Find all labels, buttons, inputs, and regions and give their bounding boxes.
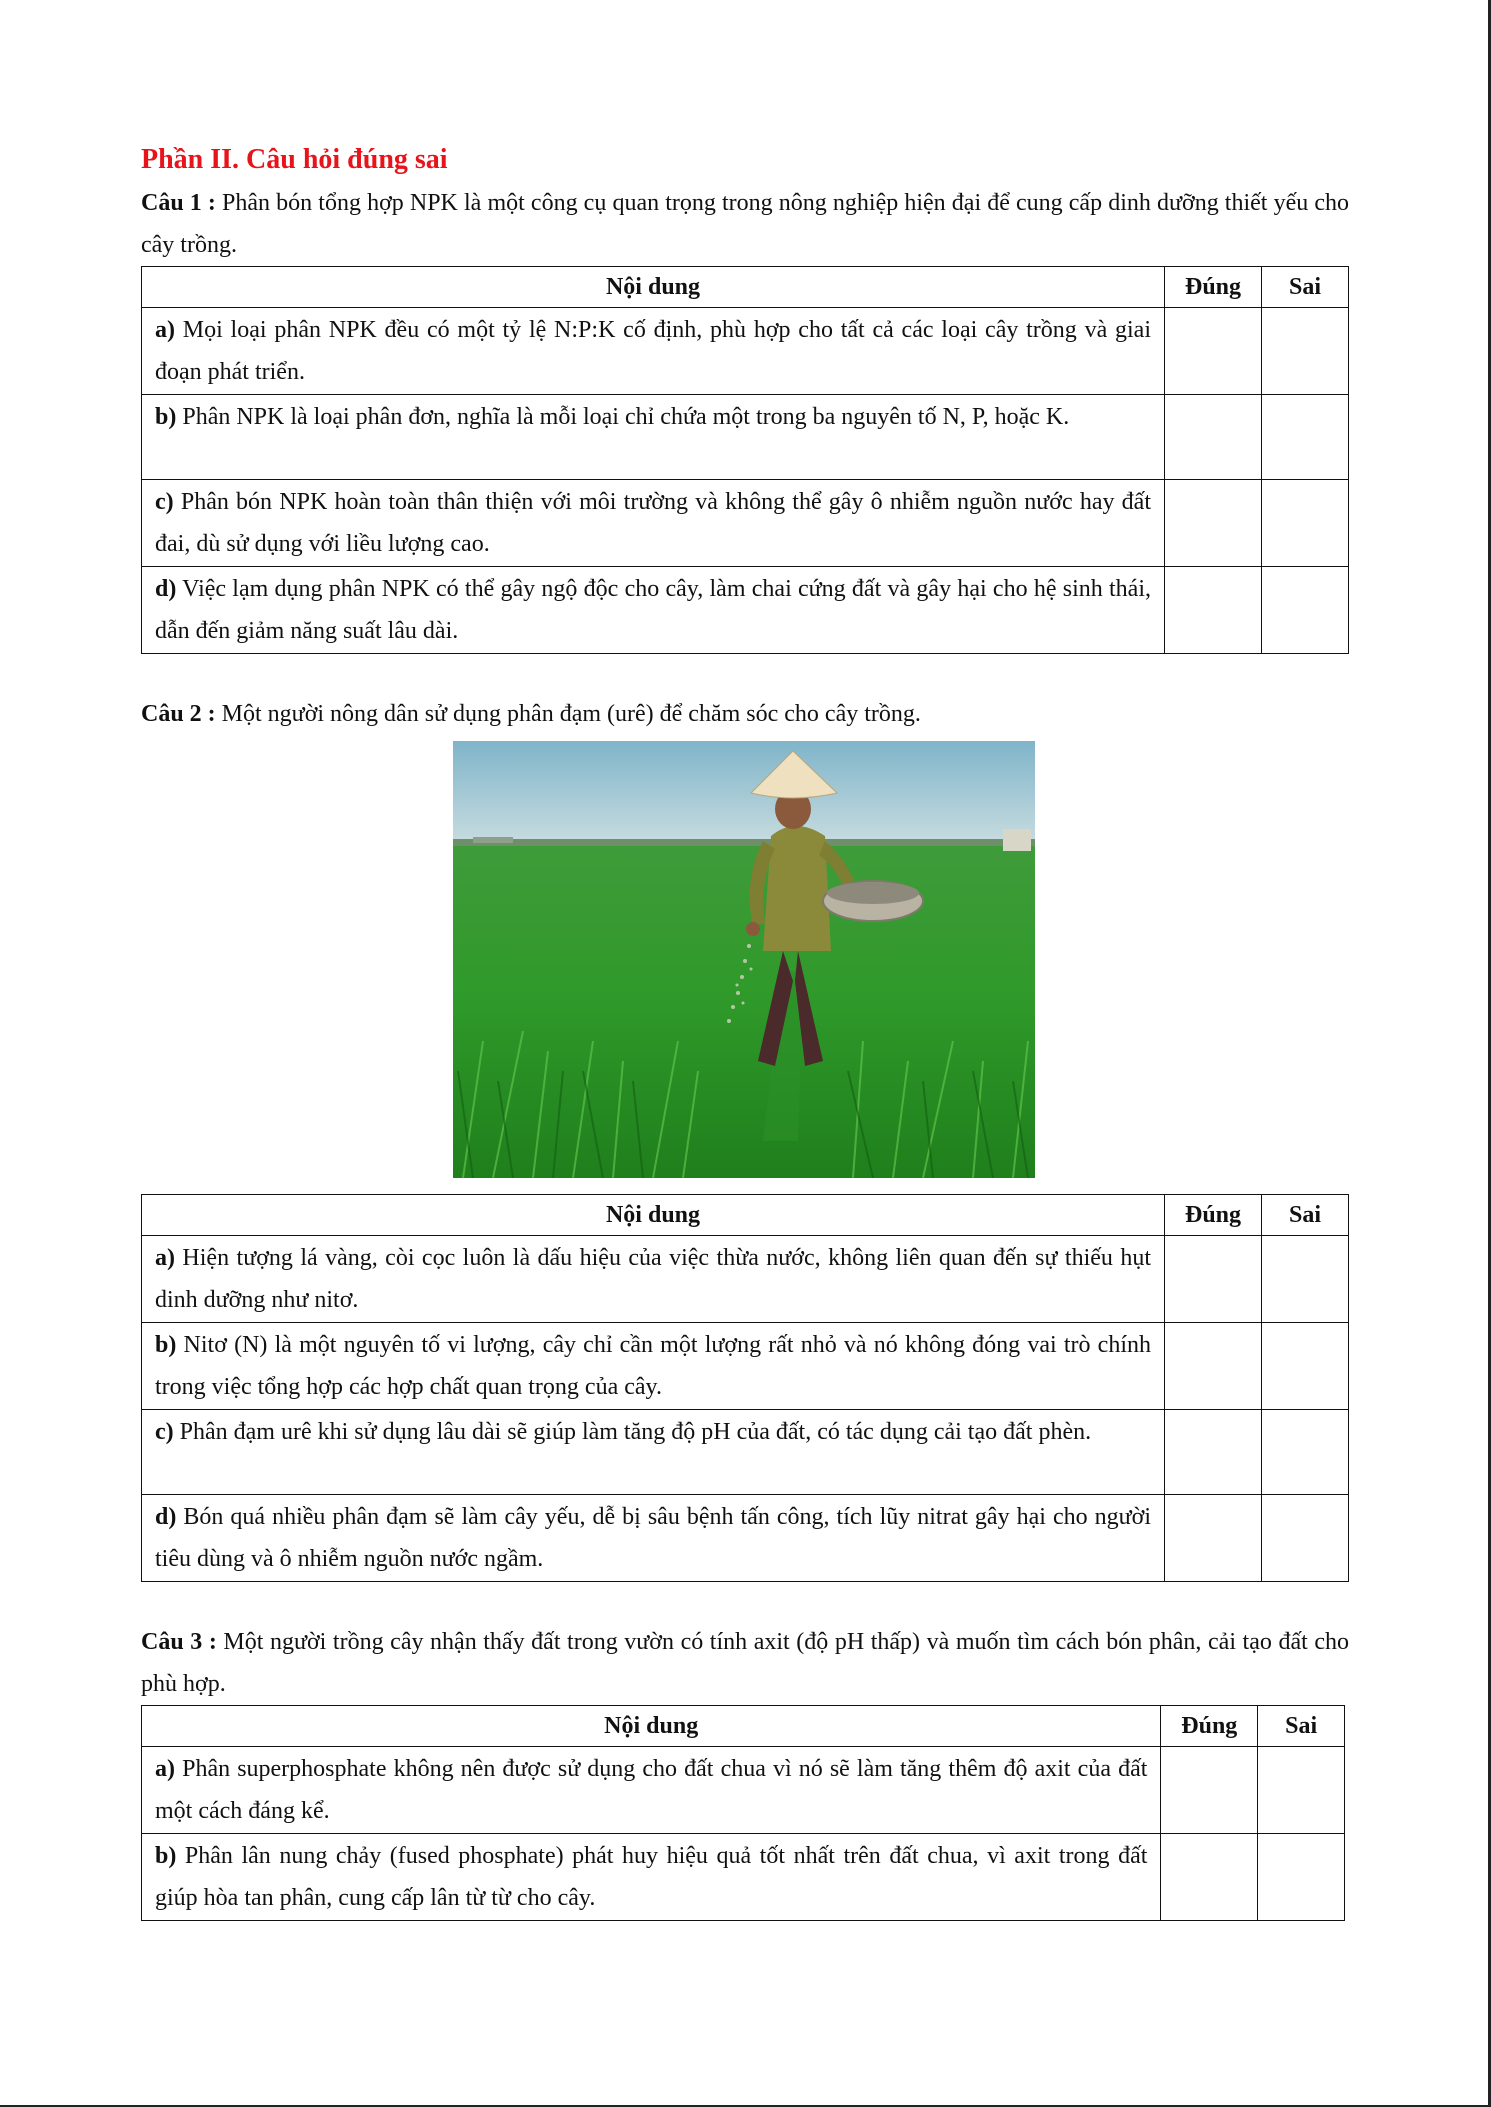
table-header-row — [142, 1195, 1349, 1236]
table-row — [142, 308, 1349, 395]
true-false-table-3 — [141, 1705, 1345, 1921]
statement-key: c) — [155, 1419, 174, 1445]
answer-true-cell[interactable] — [1161, 1747, 1258, 1834]
table-row — [142, 395, 1349, 480]
table-header-row — [142, 267, 1349, 308]
statement-text: Hiện tượng lá vàng, còi cọc luôn là dấu hiệu của việc thừa nước, không liên quan đến sự thiếu hụt dinh dưỡng như nitơ. — [155, 1245, 1151, 1313]
statement-key: b) — [155, 404, 177, 430]
statement-key: b) — [155, 1843, 177, 1869]
header-false: Sai — [1262, 267, 1349, 308]
answer-false-cell[interactable] — [1262, 308, 1349, 395]
statement-cell — [142, 395, 1165, 480]
statement-text: Bón quá nhiều phân đạm sẽ làm cây yếu, dễ bị sâu bệnh tấn công, tích lũy nitrat gây hại cho người tiêu dùng và ô nhiễm nguồn nước ngầm. — [155, 1504, 1151, 1572]
statement-text: Nitơ (N) là một nguyên tố vi lượng, cây chỉ cần một lượng rất nhỏ và nó không đóng vai trò chính trong việc tổng hợp các hợp chất quan trọng của cây. — [155, 1332, 1151, 1400]
answer-false-cell[interactable] — [1258, 1747, 1345, 1834]
header-false: Sai — [1258, 1706, 1345, 1747]
answer-false-cell[interactable] — [1262, 1236, 1349, 1323]
statement-key: a) — [155, 1756, 175, 1782]
table-row — [142, 1834, 1345, 1921]
table-row — [142, 1323, 1349, 1410]
statement-cell — [142, 1495, 1165, 1582]
statement-text: Phân NPK là loại phân đơn, nghĩa là mỗi loại chỉ chứa một trong ba nguyên tố N, P, hoặc K. — [176, 404, 1070, 430]
table-row — [142, 1747, 1345, 1834]
header-content: Nội dung — [142, 267, 1165, 308]
answer-true-cell[interactable] — [1165, 1323, 1262, 1410]
answer-false-cell[interactable] — [1262, 395, 1349, 480]
statement-cell — [142, 1834, 1161, 1921]
question-label: Câu 2 : — [141, 701, 216, 727]
table-header-row — [142, 1706, 1345, 1747]
statement-key: b) — [155, 1332, 177, 1358]
question-1 — [141, 182, 1349, 266]
statement-cell — [142, 567, 1165, 654]
statement-key: a) — [155, 317, 175, 343]
statement-text: Phân bón NPK hoàn toàn thân thiện với môi trường và không thể gây ô nhiễm nguồn nước hay đất đai, dù sử dụng với liều lượng cao. — [155, 489, 1151, 557]
answer-true-cell[interactable] — [1165, 395, 1262, 480]
true-false-table-2 — [141, 1194, 1349, 1582]
answer-true-cell[interactable] — [1165, 1495, 1262, 1582]
header-true: Đúng — [1165, 267, 1262, 308]
section-title: Phần II. Câu hỏi đúng sai — [141, 144, 448, 175]
question-text: Phân bón tổng hợp NPK là một công cụ quan trọng trong nông nghiệp hiện đại để cung cấp dinh dưỡng thiết yếu cho cây trồng. — [141, 190, 1350, 258]
header-false: Sai — [1262, 1195, 1349, 1236]
table-row — [142, 1410, 1349, 1495]
header-true: Đúng — [1165, 1195, 1262, 1236]
answer-false-cell[interactable] — [1262, 1323, 1349, 1410]
question-text: Một người trồng cây nhận thấy đất trong vườn có tính axit (độ pH thấp) và muốn tìm cách bón phân, cải tạo đất cho phù hợp. — [141, 1629, 1349, 1697]
answer-false-cell[interactable] — [1262, 1495, 1349, 1582]
statement-key: d) — [155, 1504, 177, 1530]
answer-true-cell[interactable] — [1165, 480, 1262, 567]
answer-true-cell[interactable] — [1165, 1236, 1262, 1323]
answer-false-cell[interactable] — [1262, 480, 1349, 567]
statement-text: Phân đạm urê khi sử dụng lâu dài sẽ giúp làm tăng độ pH của đất, có tác dụng cải tạo đất phèn. — [173, 1419, 1092, 1445]
answer-false-cell[interactable] — [1258, 1834, 1345, 1921]
question-3 — [141, 1621, 1349, 1705]
statement-cell — [142, 308, 1165, 395]
answer-true-cell[interactable] — [1165, 567, 1262, 654]
statement-cell — [142, 1410, 1165, 1495]
statement-text: Việc lạm dụng phân NPK có thể gây ngộ độc cho cây, làm chai cứng đất và gây hại cho hệ sinh thái, dẫn đến giảm năng suất lâu dài. — [155, 576, 1151, 644]
answer-false-cell[interactable] — [1262, 1410, 1349, 1495]
answer-false-cell[interactable] — [1262, 567, 1349, 654]
header-content: Nội dung — [142, 1706, 1161, 1747]
question-2 — [141, 693, 1349, 735]
table-row — [142, 1236, 1349, 1323]
true-false-table-1 — [141, 266, 1349, 654]
statement-cell — [142, 1236, 1165, 1323]
header-content: Nội dung — [142, 1195, 1165, 1236]
answer-true-cell[interactable] — [1161, 1834, 1258, 1921]
statement-text: Phân lân nung chảy (fused phosphate) phát huy hiệu quả tốt nhất trên đất chua, vì axit trong đất giúp hòa tan phân, cung cấp lân từ từ cho cây. — [155, 1843, 1148, 1911]
statement-text: Phân superphosphate không nên được sử dụng cho đất chua vì nó sẽ làm tăng thêm độ axit của đất một cách đáng kể. — [155, 1756, 1148, 1824]
statement-key: a) — [155, 1245, 175, 1271]
statement-cell — [142, 1323, 1165, 1410]
header-true: Đúng — [1161, 1706, 1258, 1747]
table-row — [142, 1495, 1349, 1582]
table-row — [142, 480, 1349, 567]
answer-true-cell[interactable] — [1165, 308, 1262, 395]
statement-cell — [142, 480, 1165, 567]
question-label: Câu 1 : — [141, 190, 216, 216]
table-row — [142, 567, 1349, 654]
question-text: Một người nông dân sử dụng phân đạm (urê) để chăm sóc cho cây trồng. — [215, 701, 921, 727]
farmer-fertilizing-rice-field-image — [453, 741, 1035, 1178]
document-body — [141, 140, 1349, 1921]
answer-true-cell[interactable] — [1165, 1410, 1262, 1495]
question-label: Câu 3 : — [141, 1629, 217, 1655]
statement-cell — [142, 1747, 1161, 1834]
statement-key: d) — [155, 576, 177, 602]
statement-key: c) — [155, 489, 174, 515]
statement-text: Mọi loại phân NPK đều có một tỷ lệ N:P:K cố định, phù hợp cho tất cả các loại cây trồng và giai đoạn phát triển. — [155, 317, 1151, 385]
